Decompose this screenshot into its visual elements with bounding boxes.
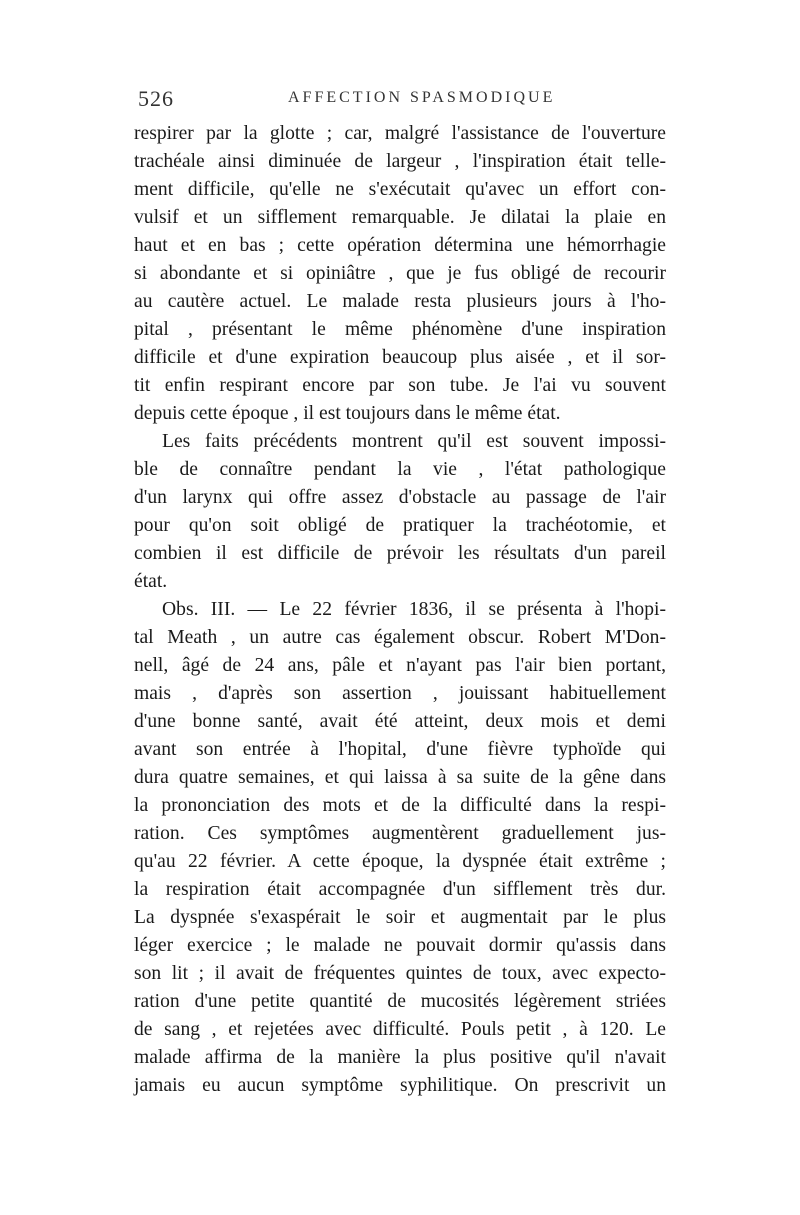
- text-line: ration. Ces symptômes augmentèrent graduellement jus-: [134, 823, 666, 844]
- paragraph-continuation: [134, 120, 666, 428]
- paragraph-observation-iii: [134, 596, 666, 1100]
- page-number: 526: [138, 86, 174, 111]
- text-line: vulsif et un sifflement remarquable. Je dilatai la plaie en: [134, 207, 666, 228]
- text-line: malade affirma de la manière la plus positive qu'il n'avait: [134, 1047, 666, 1068]
- text-line: Obs. III. — Le 22 février 1836, il se présenta à l'hopi-: [162, 599, 666, 620]
- text-line: d'un larynx qui offre assez d'obstacle au passage de l'air: [134, 487, 666, 508]
- text-line: jamais eu aucun symptôme syphilitique. On prescrivit un: [134, 1075, 666, 1096]
- text-line: depuis cette époque , il est toujours dans le même état.: [134, 403, 561, 424]
- text-line: avant son entrée à l'hopital, d'une fièvre typhoïde qui: [134, 739, 666, 760]
- text-line: de sang , et rejetées avec difficulté. Pouls petit , à 120. Le: [134, 1019, 666, 1040]
- text-line: si abondante et si opiniâtre , que je fus obligé de recourir: [134, 263, 666, 284]
- text-line: état.: [134, 571, 168, 592]
- text-line: mais , d'après son assertion , jouissant habituellement: [134, 683, 666, 704]
- text-line: ble de connaître pendant la vie , l'état pathologique: [134, 459, 666, 480]
- text-line: Les faits précédents montrent qu'il est souvent impossi-: [162, 431, 666, 452]
- text-line: La dyspnée s'exaspérait le soir et augmentait par le plus: [134, 907, 666, 928]
- text-line: tal Meath , un autre cas également obscur. Robert M'Don-: [134, 627, 666, 648]
- text-line: nell, âgé de 24 ans, pâle et n'ayant pas l'air bien portant,: [134, 655, 666, 676]
- text-line: ration d'une petite quantité de mucosités légèrement striées: [134, 991, 666, 1012]
- text-line: pour qu'on soit obligé de pratiquer la trachéotomie, et: [134, 515, 666, 536]
- text-line: trachéale ainsi diminuée de largeur , l'inspiration était telle-: [134, 151, 666, 172]
- paragraph-facts: [134, 428, 666, 596]
- text-line: combien il est difficile de prévoir les résultats d'un pareil: [134, 543, 666, 564]
- text-line: son lit ; il avait de fréquentes quintes de toux, avec expecto-: [134, 963, 666, 984]
- running-title: AFFECTION SPASMODIQUE: [288, 89, 556, 106]
- text-line: qu'au 22 février. A cette époque, la dyspnée était extrême ;: [134, 851, 666, 872]
- text-line: respirer par la glotte ; car, malgré l'assistance de l'ouverture: [134, 123, 666, 144]
- body-text: [134, 120, 666, 1100]
- page-header: [138, 86, 666, 116]
- text-line: tit enfin respirant encore par son tube. Je l'ai vu souvent: [134, 375, 666, 396]
- text-line: léger exercice ; le malade ne pouvait dormir qu'assis dans: [134, 935, 666, 956]
- text-line: dura quatre semaines, et qui laissa à sa suite de la gêne dans: [134, 767, 666, 788]
- text-line: d'une bonne santé, avait été atteint, deux mois et demi: [134, 711, 666, 732]
- text-line: haut et en bas ; cette opération détermina une hémorrhagie: [134, 235, 666, 256]
- text-line: difficile et d'une expiration beaucoup plus aisée , et il sor-: [134, 347, 666, 368]
- text-line: la respiration était accompagnée d'un sifflement très dur.: [134, 879, 666, 900]
- text-line: pital , présentant le même phénomène d'une inspiration: [134, 319, 666, 340]
- text-line: la prononciation des mots et de la difficulté dans la respi-: [134, 795, 666, 816]
- text-line: au cautère actuel. Le malade resta plusieurs jours à l'ho-: [134, 291, 666, 312]
- text-line: ment difficile, qu'elle ne s'exécutait qu'avec un effort con-: [134, 179, 666, 200]
